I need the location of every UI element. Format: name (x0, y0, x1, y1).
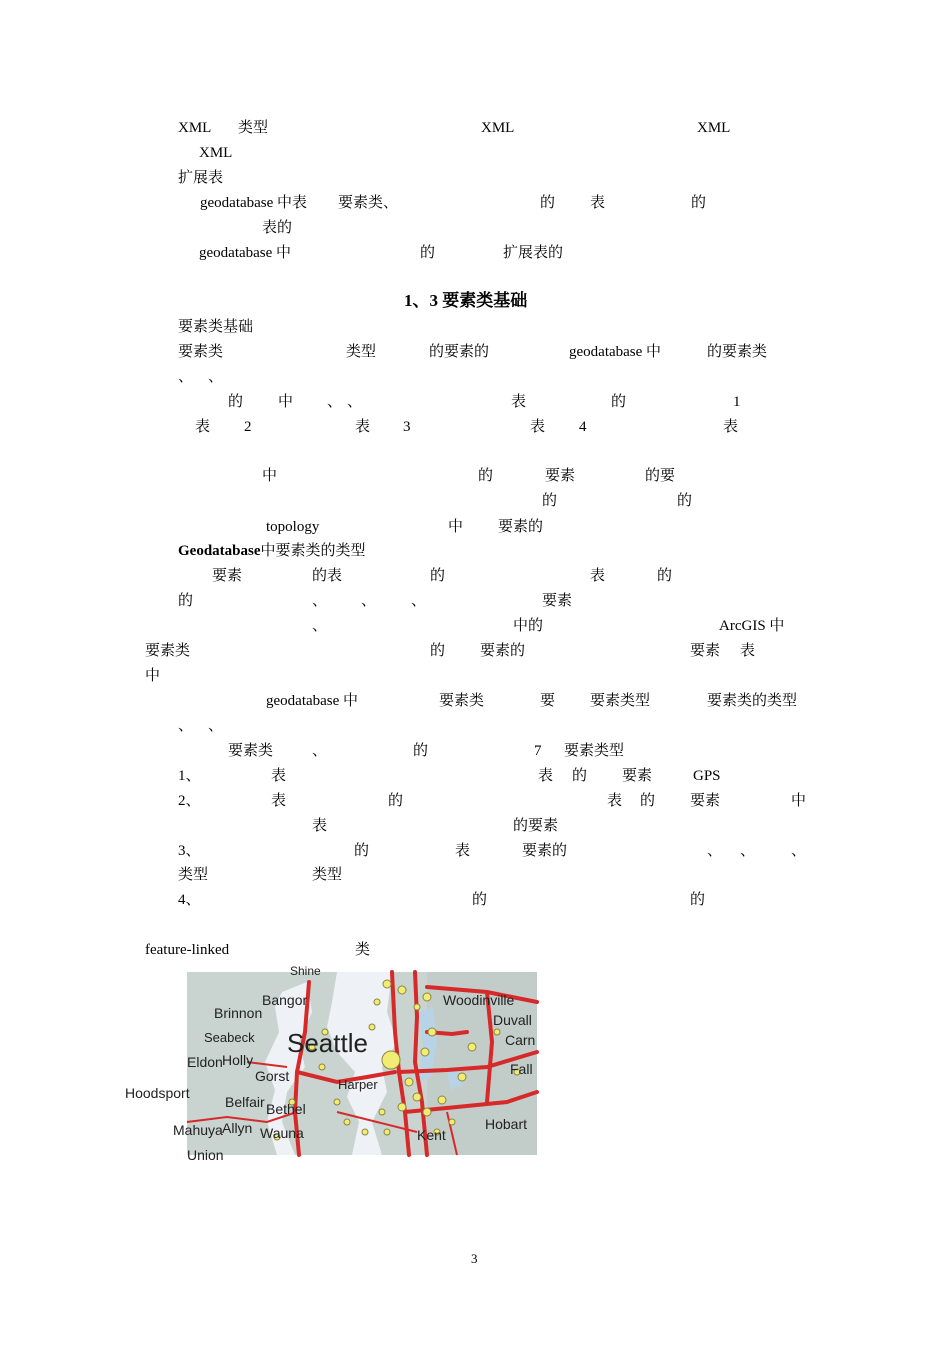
text-fragment: 要素类 (228, 743, 274, 759)
subheading-bold: Geodatabase (178, 543, 261, 559)
text-fragment: 的 (640, 793, 656, 809)
text-fragment: 2、 (178, 793, 201, 809)
page-number: 3 (471, 1251, 478, 1266)
text-fragment: 要素类 (145, 643, 191, 659)
map-label: Eldon (187, 1054, 223, 1070)
text-fragment: 的 (478, 468, 494, 484)
text-fragment: 、 (411, 593, 427, 609)
text-fragment: topology (266, 519, 320, 535)
map-label: Shine (290, 964, 321, 978)
text-fragment: 1、 (178, 768, 201, 784)
text-fragment: 的要 (645, 468, 676, 484)
text-fragment: 、 (178, 369, 194, 385)
text-fragment: 要素 (212, 568, 243, 584)
text-fragment: 、 (740, 843, 756, 859)
text-fragment: 、 (208, 369, 224, 385)
text-fragment: 、 (178, 718, 194, 734)
text-fragment: 表 (312, 818, 328, 834)
text-fragment: ArcGIS 中 (719, 618, 785, 634)
map-label: Wauna (260, 1125, 304, 1141)
text-fragment: 要素类 (439, 693, 485, 709)
text-fragment: 、 (208, 718, 224, 734)
map-label: Bethel (266, 1101, 306, 1117)
section-heading: 1、3 要素类基础 (404, 291, 528, 310)
text-fragment: 类型 (312, 867, 343, 883)
text-fragment: 、 (312, 618, 328, 634)
text-fragment: 要素 (545, 468, 576, 484)
map-label: Belfair (225, 1094, 265, 1110)
text-fragment: 的 (540, 195, 556, 211)
text-fragment: 、 (312, 593, 328, 609)
text-fragment: 的 (572, 768, 588, 784)
text-fragment: 中 (278, 394, 294, 410)
text-fragment: 扩展表 (178, 170, 224, 186)
subheading-rest: 中要素类的类型 (260, 543, 366, 559)
text-fragment: 的 (430, 643, 446, 659)
text-fragment: 、 (327, 394, 343, 410)
text-fragment: XML (178, 120, 212, 136)
text-fragment: 的 (472, 892, 488, 908)
map-label: Allyn (222, 1120, 253, 1136)
text-fragment: XML (199, 145, 233, 161)
text-fragment: 2 (244, 419, 252, 435)
map-label: Harper (338, 1077, 378, 1092)
text-fragment: XML (481, 120, 515, 136)
map-label: Mahuya (173, 1122, 223, 1138)
map-figure (125, 964, 537, 1163)
text-fragment: 、 (312, 743, 328, 759)
text-fragment: 、 (347, 394, 363, 410)
text-fragment: 要 (540, 693, 556, 709)
text-fragment: 类型 (238, 120, 269, 136)
text-fragment: 类型 (346, 344, 377, 360)
text-fragment: 4、 (178, 892, 201, 908)
text-fragment: 中的 (513, 618, 544, 634)
text-fragment: 表 (511, 394, 527, 410)
text-fragment: 要素的 (480, 643, 526, 659)
map-label: Brinnon (214, 1005, 263, 1021)
text-fragment: 要素类型 (564, 743, 625, 759)
map-label: Hoodsport (125, 1085, 190, 1101)
text-fragment: 的 (178, 593, 194, 609)
text-fragment: 要素 (622, 768, 653, 784)
text-fragment: 要素类型 (590, 693, 651, 709)
text-fragment: 要素 (690, 643, 721, 659)
text-fragment: 、 (361, 593, 377, 609)
text-fragment: geodatabase 中表 (200, 195, 308, 211)
text-fragment: 要素类基础 (178, 319, 254, 335)
text-fragment: 表 (590, 195, 606, 211)
text-fragment: 中 (145, 668, 161, 684)
map-label: Holly (222, 1052, 254, 1068)
text-fragment: 7 (534, 743, 542, 759)
text-fragment: 表 (530, 419, 546, 435)
text-fragment: 扩展表的 (503, 245, 564, 261)
text-fragment: 中 (791, 793, 807, 809)
text-fragment: 的要素的 (429, 344, 490, 360)
text-fragment: 的 (413, 743, 429, 759)
text-fragment: 4 (579, 419, 587, 435)
text-fragment: 表的 (262, 220, 293, 236)
map-image (125, 964, 537, 1163)
text-fragment: 1 (733, 394, 741, 410)
text-fragment: 表 (355, 419, 371, 435)
text-fragment: 、 (707, 843, 723, 859)
text-fragment: feature-linked (145, 942, 230, 958)
map-label-seattle: Seattle (287, 1028, 368, 1058)
text-fragment: 表 (271, 768, 287, 784)
text-fragment: 中 (448, 519, 464, 535)
text-fragment: 要素类的类型 (707, 693, 798, 709)
text-fragment: 表 (538, 768, 554, 784)
text-fragment: 的 (388, 793, 404, 809)
text-fragment: geodatabase 中 (569, 344, 662, 360)
text-fragment: 表 (740, 643, 756, 659)
map-label: Gorst (255, 1068, 290, 1084)
text-fragment: 的 (657, 568, 673, 584)
text-fragment: 3、 (178, 843, 201, 859)
text-fragment: 的 (228, 394, 244, 410)
text-fragment: 的 (430, 568, 446, 584)
text-fragment: 表 (455, 843, 471, 859)
text-fragment: 要素 (542, 593, 573, 609)
text-fragment: 的 (611, 394, 627, 410)
text-fragment: 类型 (178, 867, 209, 883)
text-fragment: 的表 (312, 568, 343, 584)
text-fragment: 的 (420, 245, 436, 261)
text-fragment: 、 (791, 843, 807, 859)
map-label: Woodinville (443, 992, 515, 1008)
text-fragment: 的 (690, 892, 706, 908)
text-fragment: 表 (607, 793, 623, 809)
map-label: Union (187, 1147, 224, 1163)
text-fragment: 的要素类 (707, 344, 768, 360)
map-label: Carn (505, 1032, 536, 1048)
text-fragment: geodatabase 中 (266, 693, 359, 709)
text-fragment: 中 (262, 468, 278, 484)
text-fragment: 表 (590, 568, 606, 584)
text-fragment: 要素 (690, 793, 721, 809)
map-label: Duvall (493, 1012, 532, 1028)
text-fragment: XML (697, 120, 731, 136)
text-fragment: 表 (195, 419, 211, 435)
map-label: Kent (417, 1127, 446, 1143)
text-fragment: 要素类、 (338, 195, 399, 211)
subheading (178, 542, 366, 560)
text-fragment: 3 (403, 419, 411, 435)
text-fragment: GPS (693, 768, 721, 784)
text-fragment: 的 (354, 843, 370, 859)
text-fragment: 表 (271, 793, 287, 809)
text-fragment: 的 (691, 195, 707, 211)
map-label: Hobart (485, 1116, 528, 1132)
text-fragment: 类 (355, 942, 371, 958)
text-fragment: 表 (723, 419, 739, 435)
text-fragment: 要素的 (498, 519, 544, 535)
text-fragment: geodatabase 中 (199, 245, 292, 261)
text-fragment: 的要素 (513, 818, 559, 834)
map-label: Seabeck (204, 1030, 255, 1045)
text-fragment: 的 (677, 493, 693, 509)
text-fragment: 要素的 (522, 843, 568, 859)
map-label: Fall (510, 1061, 533, 1077)
map-label: Bangor (262, 992, 308, 1008)
text-fragment: 要素类 (178, 344, 224, 360)
text-fragment: 的 (542, 493, 558, 509)
